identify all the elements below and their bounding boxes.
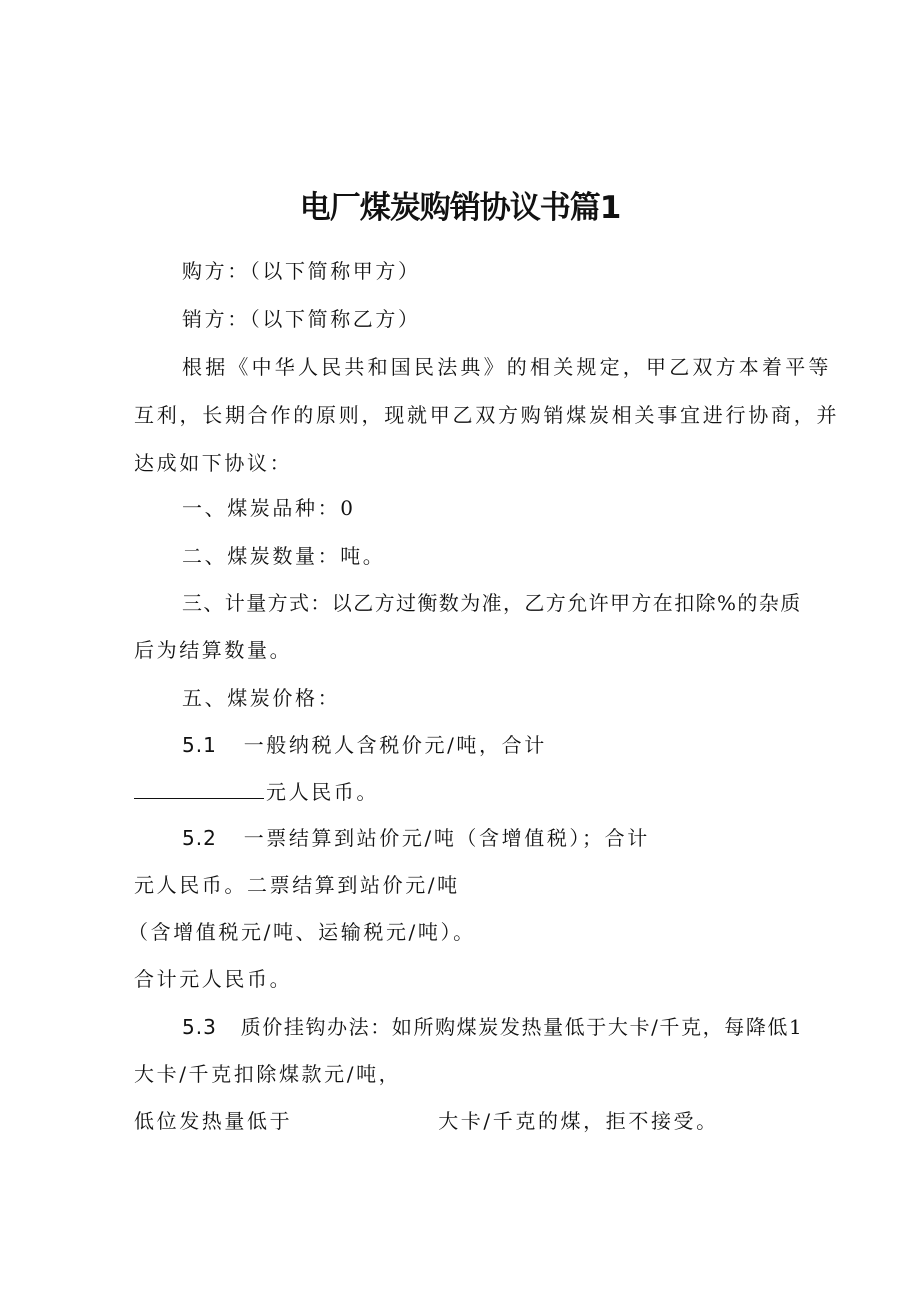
clause-5-2-line-2: 元人民币。二票结算到站价元/吨 (134, 873, 460, 897)
clause-5-2-line-4: 合计元人民币。 (134, 967, 293, 991)
intro-line-3: 达成如下协议： (134, 451, 293, 475)
clause-5-1-number: 5.1 (182, 733, 217, 757)
intro-line-1: 根据《中华人民共和国民法典》的相关规定，甲乙双方本着平等 (182, 355, 832, 379)
clause-5-3-number: 5.3 (182, 1015, 217, 1039)
intro-line-2: 互利，长期合作的原则，现就甲乙双方购销煤炭相关事宜进行协商，并 (134, 403, 840, 427)
clause-5-3 (182, 1015, 803, 1039)
seller-line: 销方：（以下简称乙方） (182, 307, 421, 331)
item-measurement-line-1: 三、计量方式：以乙方过衡数为准，乙方允许甲方在扣除%的杂质 (182, 591, 802, 615)
clause-5-2-text: 一票结算到站价元/吨（含增值税）；合计 (243, 826, 650, 850)
clause-5-3-text: 质价挂钩办法：如所购煤炭发热量低于大卡/千克，每降低1 (240, 1015, 804, 1039)
buyer-line: 购方：（以下简称甲方） (182, 259, 421, 283)
item-coal-quantity: 二、煤炭数量：吨。 (182, 544, 386, 568)
clause-5-2 (182, 826, 650, 850)
item-measurement-line-2: 后为结算数量。 (134, 638, 293, 662)
blank-underline (134, 780, 264, 799)
clause-5-3-line-3-b: 大卡/千克的煤，拒不接受。 (438, 1109, 719, 1133)
clause-5-3-line-3 (134, 1109, 719, 1133)
document-title: 电厂煤炭购销协议书篇1 (299, 190, 621, 226)
clause-5-1-tail-text: 元人民币。 (266, 780, 379, 804)
item-coal-type: 一、煤炭品种：0 (182, 496, 356, 520)
clause-5-2-number: 5.2 (182, 826, 217, 850)
clause-5-3-line-3-a: 低位发热量低于 (134, 1109, 293, 1133)
clause-5-3-line-2: 大卡/千克扣除煤款元/吨， (134, 1062, 402, 1086)
clause-5-2-line-3: （含增值税元/吨、运输税元/吨）。 (128, 920, 476, 944)
item-coal-price: 五、煤炭价格： (182, 686, 341, 710)
clause-5-1-text: 一般纳税人含税价元/吨，合计 (243, 733, 547, 757)
clause-5-1 (182, 733, 547, 757)
clause-5-1-tail (134, 780, 379, 804)
